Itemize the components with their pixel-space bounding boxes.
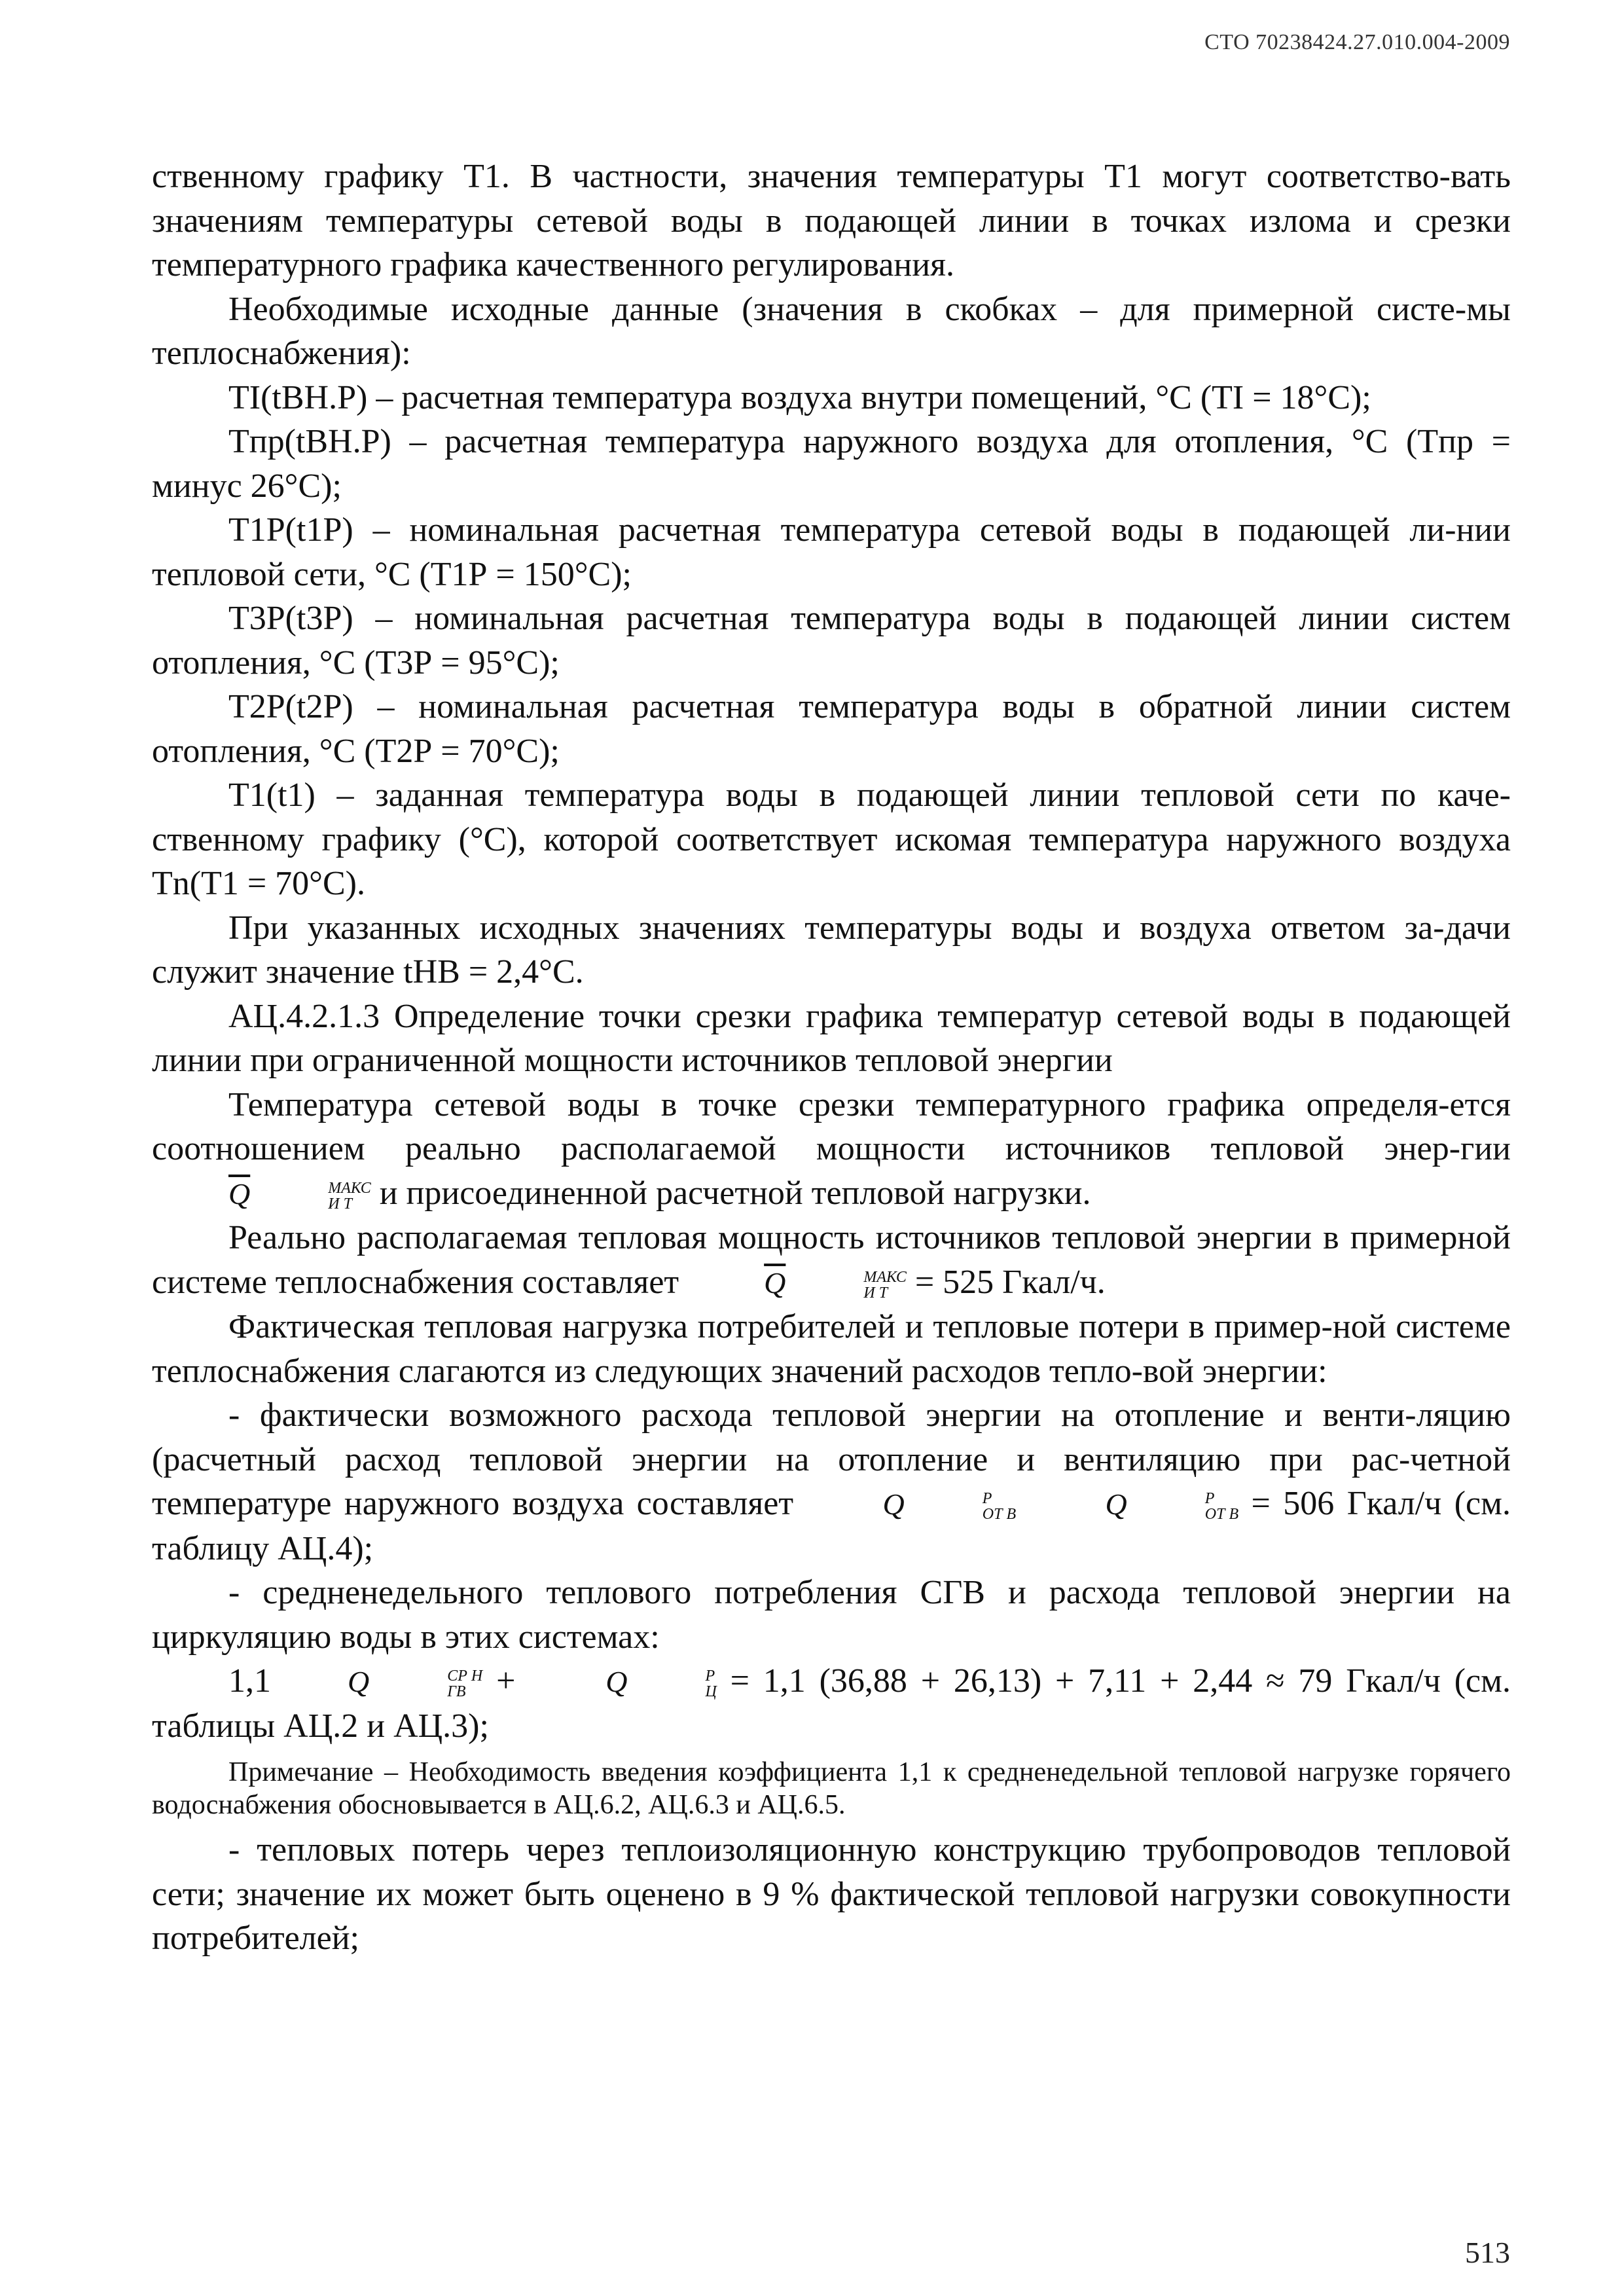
q-max-formula-2: $\overline{Q}$ МАКС И Т (764, 1266, 907, 1302)
paragraph-17: - тепловых потерь через теплоизоляционную конструкцию трубопроводов тепловой сети; значение их может быть оценено в 9 % фактической тепловой нагрузки совокупности потребителей; (152, 1831, 1511, 1957)
q-otv-formula-2: Q Р ОТ В (1105, 1487, 1239, 1523)
q-c-formula: Q Р Ц (605, 1665, 717, 1701)
paragraph-16 (152, 1659, 1511, 1748)
paragraph-6: T3Р(t3Р) – номинальная расчетная температура воды в подающей линии систем отопления, °С (T3Р = 95°С); (152, 600, 1511, 682)
paragraph-13: Фактическая тепловая нагрузка потребителей и тепловые потери в пример-ной системе теплоснабжения слагаются из следующих значений расходов тепло-вой энергии: (152, 1308, 1511, 1390)
coefficient: 1,1 (228, 1662, 271, 1700)
paragraph-12-tail: = 525 Гкал/ч. (914, 1263, 1106, 1301)
q-max-formula: $\overline{Q}$ МАКС И Т (228, 1176, 371, 1212)
paragraph-14-tail: = 506 Гкал/ч (см. таблицу АЦ.4); (152, 1485, 1511, 1567)
paragraph-14-text: - фактически возможного расхода тепловой энергии на отопление и венти-ляцию (расчетный расход тепловой энергии на отопление и вентиляцию при рас-четной температуре наружного воздуха составляет (152, 1396, 1511, 1522)
q-gv-formula: Q СР Н ГВ (348, 1665, 483, 1701)
paragraph-12 (152, 1216, 1511, 1305)
note: Примечание – Необходимость введения коэффициента 1,1 к средненедельной тепловой нагрузке горячего водоснабжения обосновывается в АЦ.6.2, АЦ.6.3 и АЦ.6.5. (152, 1757, 1511, 1820)
paragraph-8: T1(t1) – заданная температура воды в подающей линии тепловой сети по каче-ственному графику (°С), которой соответствует искомая температура наружного воздуха Tn(T1 = 70°С). (152, 776, 1511, 902)
paragraph-14 (152, 1393, 1511, 1571)
paragraph-11-tail: и присоединенной расчетной тепловой нагрузки. (379, 1174, 1091, 1212)
paragraph-3: TI(tВН.Р) – расчетная температура воздуха внутри помещений, °С (TI = 18°С); (228, 378, 1371, 416)
paragraph-1: ственному графику Т1. В частности, значения температуры T1 могут соответство-вать значениям температуры сетевой воды в подающей линии в точках излома и срезки температурного графика качественного регулирования. (152, 158, 1511, 283)
plus-sign: + (496, 1662, 516, 1700)
paragraph-7: T2Р(t2Р) – номинальная расчетная температура воды в обратной линии систем отопления, °С (T2Р = 70°С); (152, 688, 1511, 770)
paragraph-11 (152, 1083, 1511, 1216)
paragraph-16-tail: = 1,1 (36,88 + 26,13) + 7,11 + 2,44 ≈ 79 Гкал/ч (см. таблицы АЦ.2 и АЦ.3); (152, 1662, 1511, 1745)
paragraph-12-text: Реально располагаемая тепловая мощность источников тепловой энергии в примерной системе теплоснабжения составляет (152, 1219, 1511, 1301)
document-body (152, 155, 1511, 1961)
paragraph-15: - средненедельного теплового потребления СГВ и расхода тепловой энергии на циркуляцию воды в этих системах: (152, 1574, 1511, 1656)
paragraph-11-text: Температура сетевой воды в точке срезки температурного графика определя-ется соотношением реально располагаемой мощности источников тепловой энер-гии (152, 1085, 1511, 1167)
paragraph-4: Tпр(tВН.Р) – расчетная температура наружного воздуха для отопления, °С (Tпр = минус 26°С); (152, 423, 1511, 505)
paragraph-9: При указанных исходных значениях температуры воды и воздуха ответом за-дачи служит значение tНВ = 2,4°С. (152, 909, 1511, 991)
document-header: СТО 70238424.27.010.004-2009 (1204, 30, 1510, 54)
paragraph-2: Необходимые исходные данные (значения в скобках – для примерной систе-мы теплоснабжения): (152, 290, 1511, 372)
section-heading: АЦ.4.2.1.3 Определение точки срезки графика температур сетевой воды в подающей линии при ограниченной мощности источников тепловой энергии (152, 997, 1511, 1079)
q-otv-formula-1: Q Р ОТ В (882, 1487, 1017, 1523)
paragraph-5: T1Р(t1Р) – номинальная расчетная температура сетевой воды в подающей ли-нии тепловой сети, °С (T1Р = 150°С); (152, 511, 1511, 593)
page-number: 513 (1465, 2236, 1510, 2269)
